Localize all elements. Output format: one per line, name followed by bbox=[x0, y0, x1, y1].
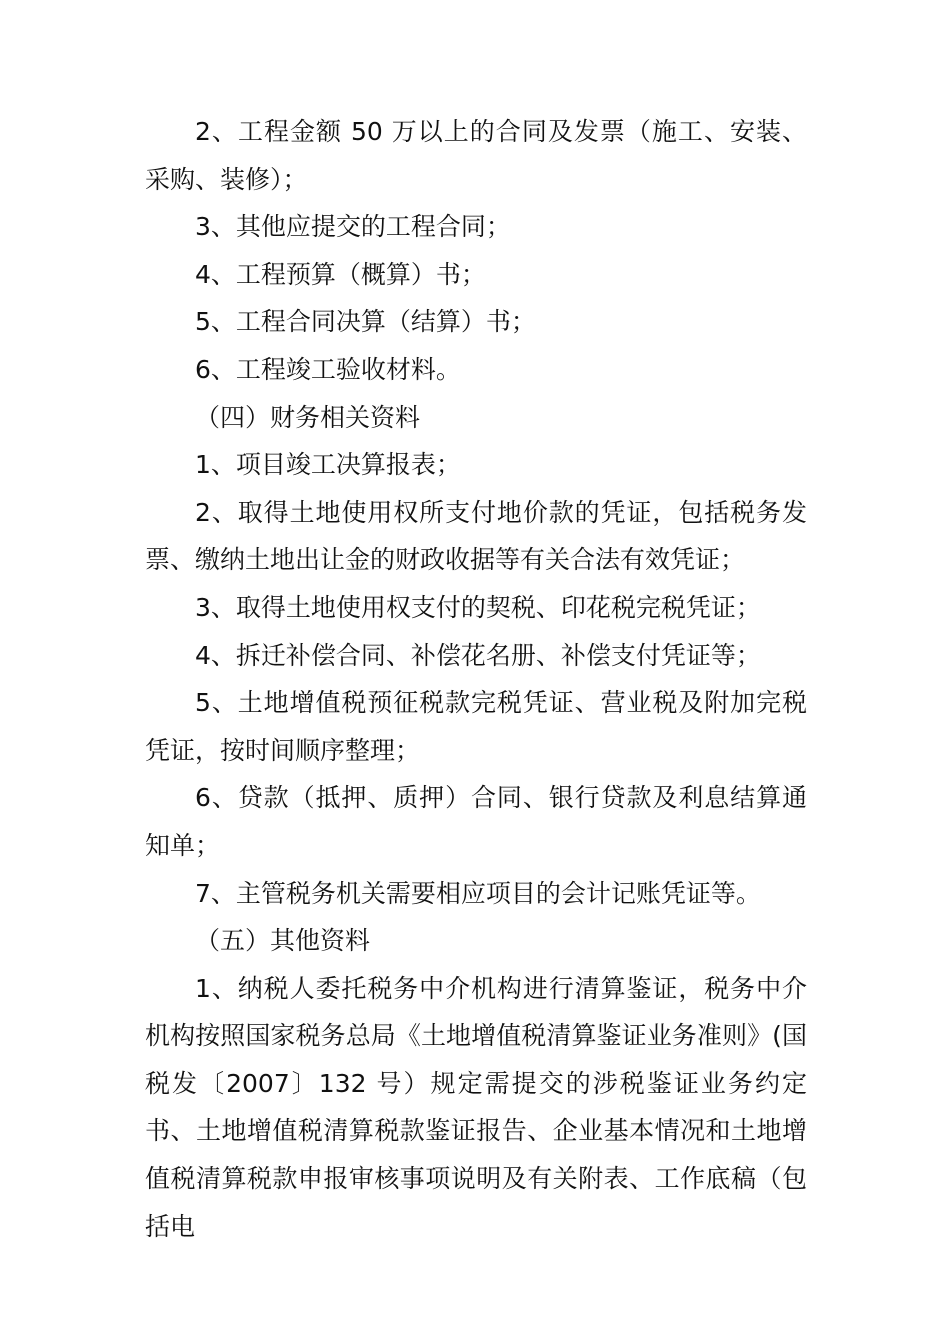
paragraph-9: 4、拆迁补偿合同、补偿花名册、补偿支付凭证等； bbox=[195, 640, 761, 670]
paragraph-8: 3、取得土地使用权支付的契税、印花税完税凭证； bbox=[195, 592, 761, 622]
paragraph-6: 1、项目竣工决算报表； bbox=[195, 450, 461, 480]
paragraph-3: 4、工程预算（概算）书； bbox=[195, 259, 486, 289]
paragraph-10: 5、土地增值税预征税款完税凭证、营业税及附加完税凭证，按时间顺序整理； bbox=[145, 688, 807, 765]
paragraph-2: 3、其他应提交的工程合同； bbox=[195, 212, 511, 242]
paragraph-12: 7、主管税务机关需要相应项目的会计记账凭证等。 bbox=[195, 878, 761, 908]
document-page bbox=[145, 108, 807, 1250]
paragraph-13: 1、纳税人委托税务中介机构进行清算鉴证，税务中介机构按照国家税务总局《土地增值税清算鉴证业务准则》(国税发〔2007〕132 号）规定需提交的涉税鉴证业务约定书、土地增值税清算税款鉴证报告、企业基本情况和土地增值税清算税款申报审核事项说明及有关附表、工作底稿（包括电 bbox=[145, 973, 807, 1241]
paragraph-11: 6、贷款（抵押、质押）合同、银行贷款及利息结算通知单； bbox=[145, 783, 807, 860]
paragraph-4: 5、工程合同决算（结算）书； bbox=[195, 307, 536, 337]
paragraph-1: 2、工程金额 50 万以上的合同及发票（施工、安装、采购、装修）； bbox=[145, 117, 807, 194]
paragraph-7: 2、取得土地使用权所支付地价款的凭证，包括税务发票、缴纳土地出让金的财政收据等有关合法有效凭证； bbox=[145, 497, 807, 575]
paragraph-5: 6、工程竣工验收材料。 bbox=[195, 354, 461, 384]
section-heading-5: （五）其他资料 bbox=[195, 926, 371, 956]
section-heading-4: （四）财务相关资料 bbox=[195, 402, 421, 432]
